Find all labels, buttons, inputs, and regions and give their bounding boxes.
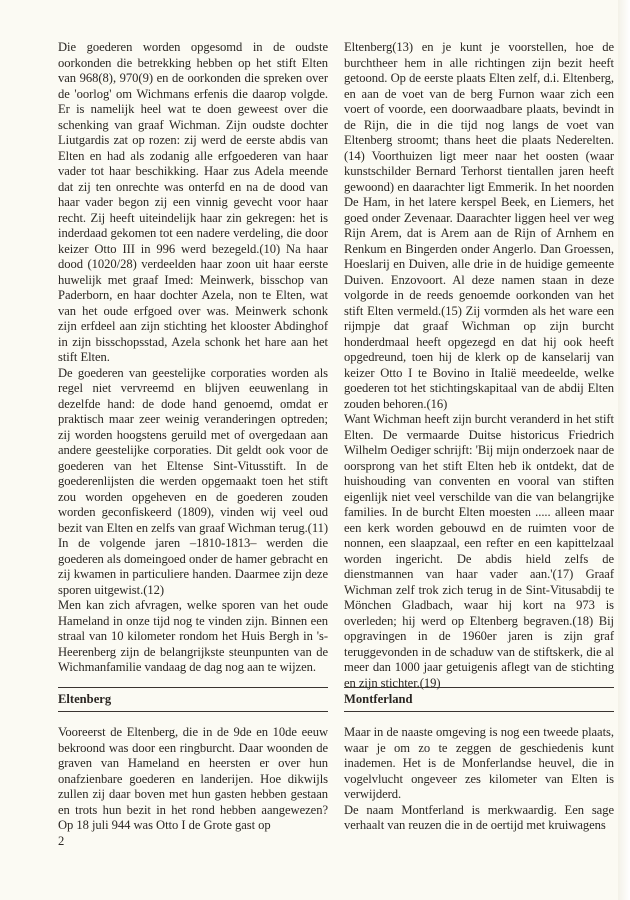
- section-montferland: [344, 687, 614, 834]
- paragraph: Maar in de naaste omgeving is nog een tweede plaats, waar je om zo te zeggen de geschiedenis kunt inademen. Het is de Monferlandse heuvel, die in vogelvlucht ongeveer zes kilometer van Elten is verwijderd.: [344, 725, 614, 801]
- paragraph: De naam Montferland is merkwaardig. Een sage verhaalt van reuzen die in de oertijd met kruiwagens: [344, 802, 614, 832]
- paragraph: Die goederen worden opgesomd in de oudste oorkonden die betrekking hebben op het stift Elten van 968(8), 970(9) en de oorkonden die spreken over de 'oorlog' om Wichmans erfenis die daarop volgde. Er is namelijk heel wat te doen geweest over die schenking van graaf Wichman. Zijn oudste dochter Liutgardis zat op rozen: zij werd de eerste abdis van Elten en had als zodanig alle erfgoederen van haar vader tot haar beschikking. Haar zus Adela meende dat zij ten onrechte was onterfd en na de dood van haar vader begon zij een vinnig gevecht voor haar recht. Zij heeft uiteindelijk haar zin gekregen: het is inderdaad gekomen tot een nadere verdeling, die door keizer Otto III in 996 werd bezegeld.(10) Na haar dood (1020/28) verdeelden haar zoon uit haar eerste huwelijk met graaf Imed: Meinwerk, bisschop van Paderborn, en haar dochter Azela, non te Elten, wat van het oude erfgoed over was. Meinwerk schonk zijn erfdeel aan zijn stichting het klooster Abdinghof in zijn bisschopsstad, Azela schonk het hare aan het stift Elten.: [58, 40, 328, 364]
- section-body: [58, 725, 328, 849]
- paragraph: De goederen van geestelijke corporaties worden als regel niet vervreemd en blijven eeuwenlang in dezelfde hand: de dode hand genoemd, omdat er praktisch maar zeer weinig veranderingen optreden; zij worden hoogstens geruild met of overgedaan aan andere geestelijke corporaties. Dit geldt ook voor de goederen van het Eltense Sint-Vitusstift. In de goederenlijsten die werden opgemaakt toen het stift zou worden opgeheven en de goederen zouden worden geconfiskeerd (1809), vinden wij veel oud bezit van Elten en zelfs van graaf Wichman terug.(11) In de volgende jaren –1810-1813– werden die goederen als domeingoed onder de hamer gebracht en zij kwamen in particuliere handen. Daarmee zijn deze sporen uitgewist.(12): [58, 365, 328, 597]
- paragraph: Eltenberg(13) en je kunt je voorstellen, hoe de burchtheer hem in alle richtingen zijn bezit heeft getoond. Op de eerste plaats Elten zelf, d.i. Eltenberg, en aan de voet van de berg Furnon waar zich een voert of voorde, een doorwaadbare plaats, bevindt in de Rijn, die in die tijd nog langs de voet van Eltenberg stroomt; thans heet die plaats Nederelten.(14) Voorthuizen ligt meer naar het oosten (waar kunstschilder Bernard Terhorst tientallen jaren heeft gewoond) en daarachter ligt Emmerik. In het noorden De Ham, in het latere kerspel Beek, en Liemers, het goed onder Zevenaar. Daarachter liggen heel ver weg Rijn Arem, dat is Arem aan de Rijn of Arnhem en Renkum en Bingerden onder Angerlo. Dan Groessen, Hoeslarij en Duiven, alle drie in de huidige gemeente Duiven. Enzovoort. Al deze namen staan in deze volgorde in de reeds genoemde oorkonden van het stift Elten vermeld.(15) Zij vormden als het ware een rijmpje dat graaf Wichman op zijn burcht honderdmaal heeft opgezegd en dat hij ook heeft opgedreund, toen hij de klerk op de kanselarij van keizer Otto I te Bovino in Italië meedeelde, welke goederen tot het stichtingskapitaal van de abdij Elten zouden behoren.(16): [344, 40, 614, 411]
- right-column: [344, 40, 614, 691]
- section-heading: Eltenberg: [58, 687, 328, 712]
- page-edge: [618, 0, 630, 900]
- page-number: 2: [58, 833, 65, 848]
- paragraph: Men kan zich afvragen, welke sporen van het oude Hameland in onze tijd nog te vinden zijn. Binnen een straal van 10 kilometer rondom het Huis Bergh in 's-Heerenberg zijn de belangrijkste steunpunten van de Wichmanfamilie vandaag de dag nog aan te wijzen.: [58, 598, 328, 674]
- section-eltenberg: [58, 687, 328, 849]
- paragraph: Want Wichman heeft zijn burcht veranderd in het stift Elten. De vermaarde Duitse historicus Friedrich Wilhelm Oediger schrijft: 'Bij mijn onderzoek naar de oorsprong van het stift Elten heb ik ontdekt, dat de huishouding van conventen en vooral van stiften eigenlijk niet veel verschilde van die van belangrijke families. In de burcht Elten moesten ..... alleen maar een kerk worden gebouwd en de ruimten voor de nonnen, een slaapzaal, een refter en een kapittelzaal worden ingericht. De abdis hield zelfs de dienstmannen van haar vader aan.'(17) Graaf Wichman zelf trok zich terug in de Sint-Vitusabdij te Mönchen Gladbach, waar hij kort na 973 is overleden; hij werd op Eltenberg begraven.(18) Bij opgravingen in de 1960er jaren is zijn graf teruggevonden in de schaduw van de stiftskerk, die al meer dan 1000 jaar getuigenis aflegt van de stichting en zijn stichter.(19): [344, 412, 614, 690]
- section-body: [344, 725, 614, 834]
- paragraph: Vooreerst de Eltenberg, die in de 9de en 10de eeuw bekroond was door een ringburcht. Daar woonden de graven van Hameland en heersten er over hun onafzienbare goederen en landerijen. Hoe dikwijls zullen zij daar boven met hun gasten hebben gestaan en trots hun bezit in het rond hebben aangewezen? Op 18 juli 944 was Otto I de Grote gast op: [58, 725, 328, 832]
- left-column: [58, 40, 328, 676]
- section-heading: Montferland: [344, 687, 614, 712]
